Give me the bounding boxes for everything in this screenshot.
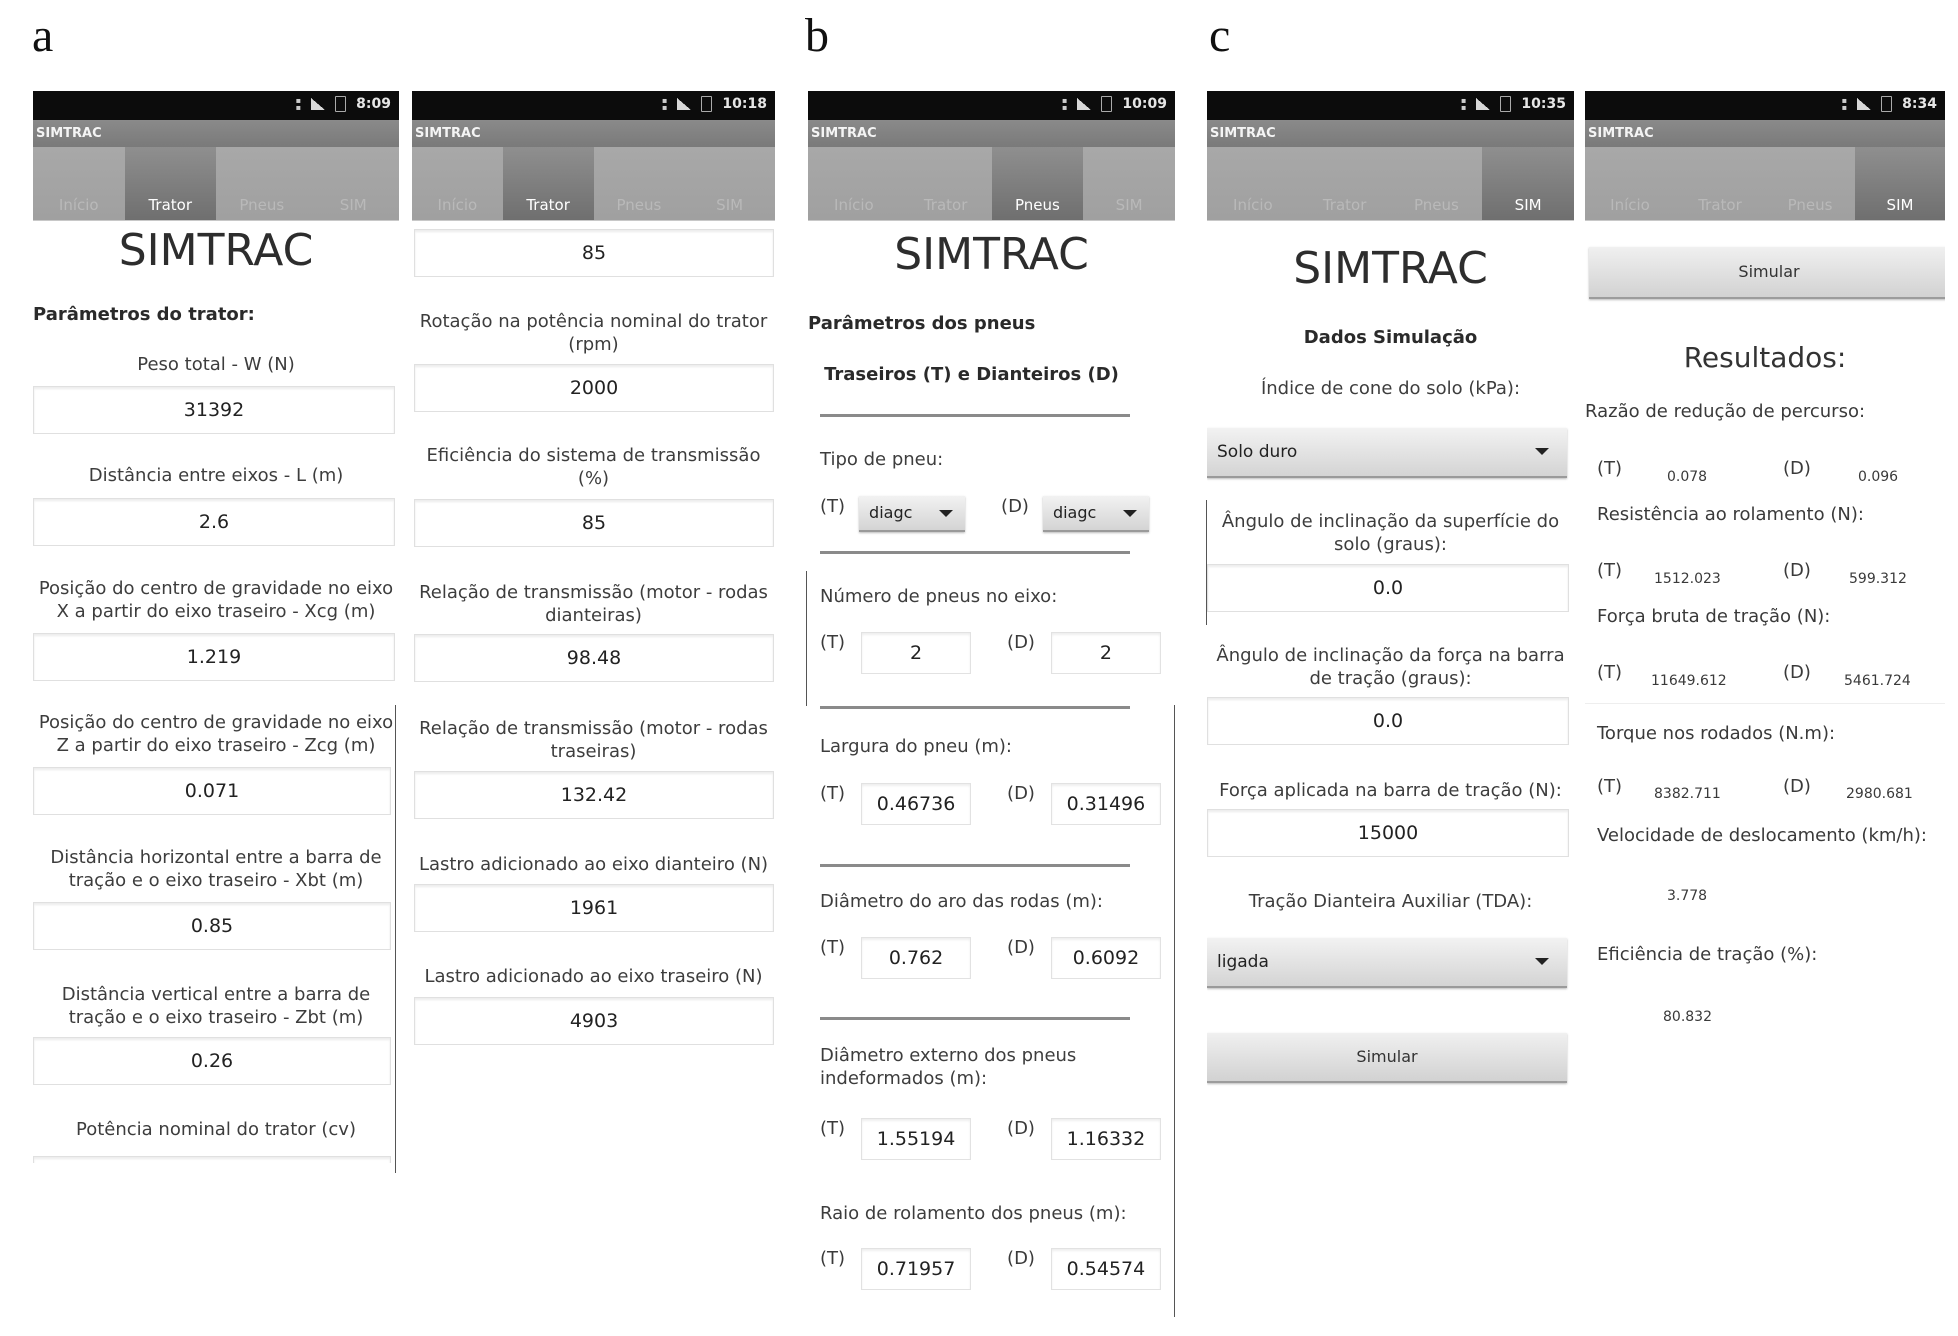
divider — [820, 414, 1130, 417]
result-front-travel-reduction: 0.096 — [1858, 469, 1899, 485]
subsection-header: Traseiros (T) e Dianteiros (D) — [824, 364, 1119, 385]
tab-trator[interactable]: Trator — [923, 196, 968, 214]
status-time: 8:34 — [1902, 96, 1937, 112]
rear-ballast-input[interactable]: 4903 — [414, 997, 774, 1045]
battery-icon — [1500, 96, 1511, 112]
result-label-gross-traction: Força bruta de tração (N): — [1597, 606, 1831, 627]
field-label-xcg: Posição do centro de gravidade no eixo X a partir do eixo traseiro - Xcg (m) — [38, 578, 394, 622]
rolling-radius-label: Raio de rolamento dos pneus (m): — [820, 1203, 1127, 1224]
front-tag: (D) — [1783, 458, 1811, 479]
front-rolling-radius-input[interactable]: 0.54574 — [1051, 1248, 1161, 1290]
rim-diameter-row — [820, 937, 1161, 979]
result-label-traction-efficiency: Eficiência de tração (%): — [1597, 944, 1818, 965]
battery-icon — [335, 96, 346, 112]
tab-pneus[interactable]: Pneus — [1413, 196, 1459, 214]
result-label-travel-reduction: Razão de redução de percurso: — [1585, 401, 1866, 422]
chevron-down-icon — [1123, 510, 1137, 517]
status-bar — [808, 91, 1175, 120]
divider — [820, 551, 1130, 554]
status-bar — [33, 91, 399, 120]
field-label-power: Potência nominal do trator (cv) — [76, 1119, 356, 1140]
signal-icon — [311, 98, 325, 110]
status-bar — [1207, 91, 1574, 120]
network-3g-icon: ▪ ▪ — [1461, 96, 1467, 112]
surface-slope-input[interactable]: 0.0 — [1207, 564, 1569, 612]
section-header: Dados Simulação — [1303, 327, 1478, 348]
divider — [820, 1017, 1130, 1020]
status-time: 8:09 — [356, 96, 391, 112]
signal-icon — [1857, 98, 1871, 110]
tab-trator[interactable]: Trator — [503, 147, 594, 220]
rear-tag: (T) — [820, 496, 846, 517]
results-title: Resultados: — [1683, 341, 1847, 374]
tab-bar — [808, 147, 1175, 221]
rear-tire-count-input[interactable]: 2 — [861, 632, 971, 674]
wheelbase-input[interactable]: 2.6 — [33, 498, 395, 546]
app-title-bar: SIMTRAC — [808, 120, 1175, 147]
tab-sim[interactable]: SIM — [1482, 147, 1574, 220]
tab-pneus[interactable]: Pneus — [992, 147, 1084, 220]
tab-inicio[interactable]: Início — [437, 196, 478, 214]
tab-inicio[interactable]: Início — [834, 196, 874, 214]
page-title: SIMTRAC — [118, 225, 314, 276]
status-time: 10:09 — [1122, 96, 1167, 112]
rear-tag: (T) — [1597, 458, 1623, 479]
transmission-efficiency-input[interactable]: 85 — [414, 499, 774, 547]
simulate-button[interactable]: Simular — [1589, 247, 1945, 299]
power-value-input[interactable]: 85 — [414, 229, 774, 277]
tab-inicio[interactable]: Início — [58, 196, 99, 214]
tire-width-row — [820, 783, 1161, 825]
result-front-wheel-torque: 2980.681 — [1846, 786, 1913, 802]
divider — [820, 706, 1130, 709]
tab-sim[interactable]: SIM — [1115, 196, 1143, 214]
panel-label-b: b — [805, 9, 829, 62]
rear-tag: (T) — [820, 1118, 846, 1139]
tab-pneus[interactable]: Pneus — [1787, 196, 1833, 214]
rear-tag: (T) — [820, 783, 846, 804]
rear-tag: (T) — [820, 937, 846, 958]
zbt-input[interactable]: 0.26 — [33, 1037, 391, 1085]
phone-screen-simulation-results — [1585, 91, 1945, 1091]
status-time: 10:18 — [722, 96, 767, 112]
front-tag: (D) — [1783, 662, 1811, 683]
status-bar — [412, 91, 775, 120]
tda-select[interactable]: ligada — [1207, 938, 1567, 988]
tab-sim[interactable]: SIM — [1855, 147, 1945, 220]
signal-icon — [1476, 98, 1490, 110]
panel-label-a: a — [32, 9, 54, 62]
drawbar-force-input[interactable]: 15000 — [1207, 809, 1569, 857]
weight-input[interactable]: 31392 — [33, 386, 395, 434]
field-label-front-ballast: Lastro adicionado ao eixo dianteiro (N) — [418, 854, 769, 875]
network-3g-icon: ▪ ▪ — [295, 96, 302, 112]
scroll-edge — [1174, 705, 1175, 1317]
result-label-speed: Velocidade de deslocamento (km/h): — [1597, 825, 1927, 846]
front-tire-count-input[interactable]: 2 — [1051, 632, 1161, 674]
rear-rim-diameter-input[interactable]: 0.762 — [861, 937, 971, 979]
front-tag: (D) — [1007, 632, 1035, 653]
power-input[interactable] — [33, 1156, 391, 1163]
rolling-radius-row — [820, 1248, 1161, 1290]
field-label-front-ratio: Relação de transmissão (motor - rodas dianteiras) — [419, 582, 768, 626]
page-title: SIMTRAC — [894, 229, 1089, 280]
phone-screen-tractor-2 — [412, 91, 775, 1051]
rear-tire-type-select[interactable]: diagc — [859, 496, 965, 532]
drawbar-angle-input[interactable]: 0.0 — [1207, 697, 1569, 745]
battery-icon — [1881, 96, 1892, 112]
signal-icon — [677, 98, 691, 110]
result-front-gross-traction: 5461.724 — [1844, 673, 1911, 689]
app-title-bar: SIMTRAC — [412, 120, 775, 147]
tab-bar — [412, 147, 775, 221]
xcg-input[interactable]: 1.219 — [33, 633, 395, 681]
tab-pneus[interactable]: Pneus — [239, 196, 285, 214]
field-label-efficiency: Eficiência do sistema de transmissão (%) — [426, 445, 761, 489]
status-bar — [1585, 91, 1945, 120]
drawbar-angle-label: Ângulo de inclinação da força na barra de tração (graus): — [1216, 645, 1565, 689]
front-tire-width-input[interactable]: 0.31496 — [1051, 783, 1161, 825]
front-tag: (D) — [1007, 783, 1035, 804]
tab-inicio[interactable]: Início — [1610, 196, 1650, 214]
soil-cone-index-select[interactable]: Solo duro — [1207, 428, 1567, 478]
network-3g-icon: ▪ ▪ — [1062, 96, 1068, 112]
tab-sim[interactable]: SIM — [716, 196, 744, 214]
status-time: 10:35 — [1521, 96, 1566, 112]
signal-icon — [1077, 98, 1091, 110]
rear-tire-width-input[interactable]: 0.46736 — [861, 783, 971, 825]
scroll-edge — [1206, 500, 1207, 625]
rear-tag: (T) — [1597, 662, 1623, 683]
tab-bar — [33, 147, 399, 221]
rear-tag: (T) — [820, 1248, 846, 1269]
front-tag: (D) — [1001, 496, 1029, 517]
section-header: Parâmetros dos pneus — [808, 313, 1036, 334]
chevron-down-icon — [939, 510, 953, 517]
field-label-weight: Peso total - W (N) — [137, 354, 295, 375]
tab-inicio[interactable]: Início — [1233, 196, 1273, 214]
section-header: Parâmetros do trator: — [33, 304, 255, 325]
field-label-xbt: Distância horizontal entre a barra de tração e o eixo traseiro - Xbt (m) — [50, 847, 382, 891]
app-title-bar: SIMTRAC — [1585, 120, 1945, 147]
front-tag: (D) — [1007, 937, 1035, 958]
tire-count-label: Número de pneus no eixo: — [820, 586, 1058, 607]
field-label-rear-ballast: Lastro adicionado ao eixo traseiro (N) — [424, 966, 763, 987]
simulate-button[interactable]: Simular — [1207, 1033, 1567, 1083]
tab-sim[interactable]: SIM — [339, 196, 367, 214]
page-title: SIMTRAC — [1293, 243, 1488, 294]
result-rear-rolling-resistance: 1512.023 — [1654, 571, 1721, 587]
front-outer-diameter-input[interactable]: 1.16332 — [1051, 1118, 1161, 1160]
rim-diameter-label: Diâmetro do aro das rodas (m): — [820, 891, 1103, 912]
rear-outer-diameter-input[interactable]: 1.55194 — [861, 1118, 971, 1160]
result-speed: 3.778 — [1667, 888, 1708, 904]
result-rear-gross-traction: 11649.612 — [1651, 673, 1727, 689]
phone-screen-tractor-1 — [33, 91, 399, 1163]
front-ballast-input[interactable]: 1961 — [414, 884, 774, 932]
tab-trator[interactable]: Trator — [1322, 196, 1367, 214]
result-rear-travel-reduction: 0.078 — [1667, 469, 1708, 485]
front-tag: (D) — [1007, 1118, 1035, 1139]
xbt-input[interactable]: 0.85 — [33, 902, 391, 950]
front-tag: (D) — [1783, 776, 1811, 797]
rear-tag: (T) — [1597, 560, 1623, 581]
front-rim-diameter-input[interactable]: 0.6092 — [1051, 937, 1161, 979]
battery-icon — [701, 96, 712, 112]
tab-bar — [1585, 147, 1945, 221]
field-label-rpm: Rotação na potência nominal do trator (rpm) — [419, 311, 768, 355]
zcg-input[interactable]: 0.071 — [33, 767, 391, 815]
phone-screen-tires — [808, 91, 1175, 1318]
result-label-wheel-torque: Torque nos rodados (N.m): — [1597, 723, 1836, 744]
phone-screen-simulation-input — [1207, 91, 1574, 1091]
outer-diameter-label: Diâmetro externo dos pneus indeformados (m): — [820, 1045, 1077, 1089]
tire-width-label: Largura do pneu (m): — [820, 736, 1012, 757]
network-3g-icon: ▪ ▪ — [662, 96, 668, 112]
front-tag: (D) — [1783, 560, 1811, 581]
app-title-bar: SIMTRAC — [1207, 120, 1574, 147]
result-rear-wheel-torque: 8382.711 — [1654, 786, 1721, 802]
rear-ratio-input[interactable]: 132.42 — [414, 771, 774, 819]
rpm-input[interactable]: 2000 — [414, 364, 774, 412]
field-label-rear-ratio: Relação de transmissão (motor - rodas traseiras) — [419, 718, 768, 762]
surface-slope-label: Ângulo de inclinação da superfície do solo (graus): — [1221, 511, 1560, 555]
rear-rolling-radius-input[interactable]: 0.71957 — [861, 1248, 971, 1290]
battery-icon — [1101, 96, 1112, 112]
tab-bar — [1207, 147, 1574, 221]
tab-trator[interactable]: Trator — [1698, 196, 1742, 214]
result-traction-efficiency: 80.832 — [1663, 1009, 1712, 1025]
chevron-down-icon — [1535, 448, 1549, 455]
tab-trator[interactable]: Trator — [125, 147, 217, 220]
tire-type-label: Tipo de pneu: — [820, 449, 944, 470]
divider — [1585, 703, 1945, 704]
scroll-edge — [806, 571, 807, 706]
tda-label: Tração Dianteira Auxiliar (TDA): — [1248, 891, 1533, 912]
field-label-wheelbase: Distância entre eixos - L (m) — [88, 465, 344, 486]
front-tag: (D) — [1007, 1248, 1035, 1269]
network-3g-icon: ▪ ▪ — [1841, 96, 1848, 112]
tire-type-row — [820, 496, 1149, 532]
drawbar-force-label: Força aplicada na barra de tração (N): — [1219, 780, 1562, 801]
panel-label-c: c — [1209, 9, 1231, 62]
result-label-rolling-resistance: Resistência ao rolamento (N): — [1597, 504, 1864, 525]
field-label-zcg: Posição do centro de gravidade no eixo Z a partir do eixo traseiro - Zcg (m) — [38, 712, 394, 756]
tire-count-row — [820, 632, 1161, 674]
result-front-rolling-resistance: 599.312 — [1849, 571, 1907, 587]
rear-tag: (T) — [1597, 776, 1623, 797]
front-ratio-input[interactable]: 98.48 — [414, 634, 774, 682]
field-label-zbt: Distância vertical entre a barra de tração e o eixo traseiro - Zbt (m) — [61, 984, 371, 1028]
scroll-edge — [395, 705, 396, 1173]
divider — [820, 864, 1130, 867]
chevron-down-icon — [1535, 958, 1549, 965]
soil-cone-index-label: Índice de cone do solo (kPa): — [1260, 378, 1521, 399]
outer-diameter-row — [820, 1118, 1161, 1160]
rear-tag: (T) — [820, 632, 846, 653]
app-title-bar: SIMTRAC — [33, 120, 399, 147]
tab-pneus[interactable]: Pneus — [616, 196, 662, 214]
front-tire-type-select[interactable]: diagc — [1043, 496, 1149, 532]
